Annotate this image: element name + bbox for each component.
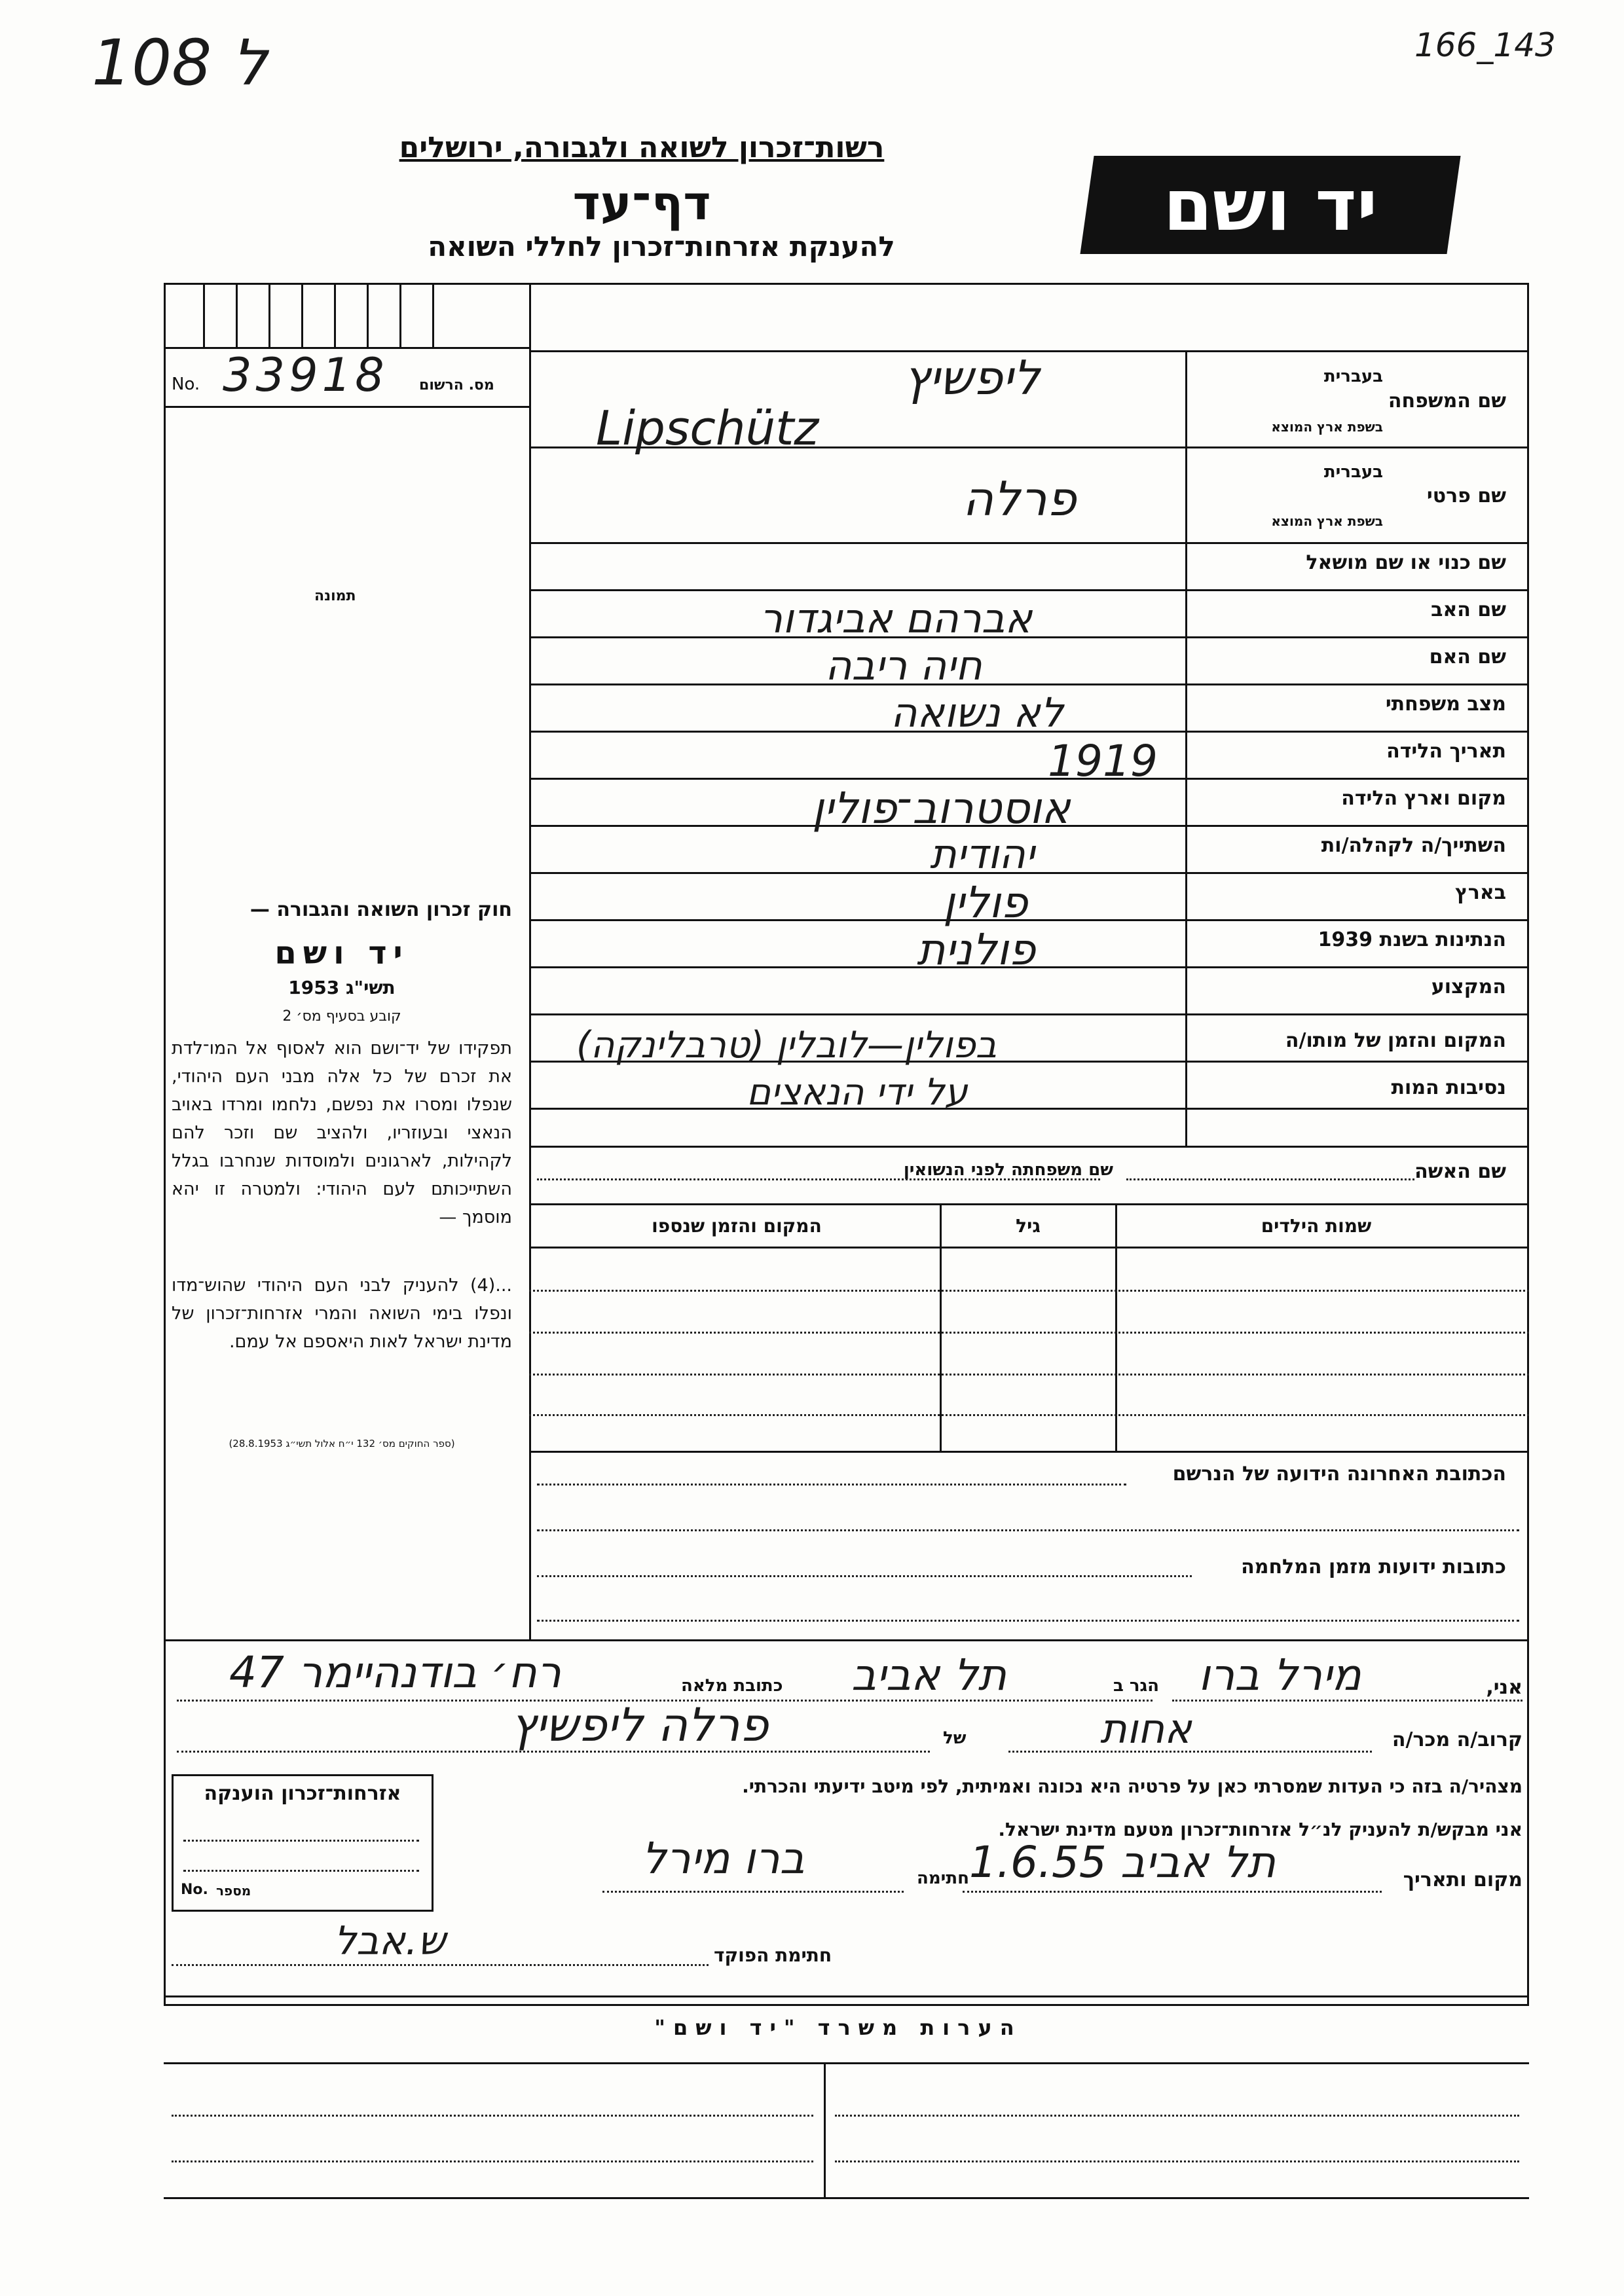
value-community[interactable]: יהודית xyxy=(930,830,1035,878)
label-birth-place: מקום וארץ הלידה xyxy=(1341,787,1506,810)
tick-3 xyxy=(268,283,270,347)
value-mother[interactable]: חיה ריבה xyxy=(825,642,982,689)
law-body: תפקידו של יד־ושם הוא לאסוף אל המו־לדת את זכרם של כל אלה מבני העם היהודי, שנפלו ומסרו את נפשם, נלחמו ומרדו באויב הנאצי ובעוזריו, ולהציב שם וזכר להם לקהילות, לארגונים ולמוסדות שנחרבו בגלל השתייכותם לעם היהודי: ולמטרה זו יהא מוסמך — xyxy=(172,1038,512,1228)
law-clause: ...(4) להעניק לבני העם היהודי שהוש־מדו ונפלו בימי השואה והמרי אזרחות־זכרון של מדינת ישראל לאות היאספם אל עמם. xyxy=(172,1275,512,1352)
authority-line: רשות־זכרון לשואה ולגבורה, ירושלים xyxy=(399,131,885,164)
row-line-country xyxy=(529,919,1529,921)
form-subtitle: להענקת אזרחות־זכרון לחללי השואה xyxy=(428,230,895,263)
law-title: חוק זכרון השואה והגבורה — xyxy=(249,898,512,921)
notes-line-right-1[interactable] xyxy=(835,2115,1519,2117)
children-header-age: גיל xyxy=(1016,1215,1041,1237)
children-header-place: המקום והזמן שנספו xyxy=(652,1215,822,1237)
label-last-address: הכתובת האחרונה הידועה של הנרשם xyxy=(1172,1463,1506,1485)
label-death-cause: נסיבות המות xyxy=(1391,1076,1506,1099)
label-spouse-maiden: שם משפחתה לפני הנשואין xyxy=(903,1160,1113,1180)
reference-number: 166_143 xyxy=(1414,26,1556,64)
label-citizenship: הנתינות בשנת 1939 xyxy=(1318,928,1506,951)
row-line-nickname xyxy=(529,589,1529,591)
notes-line-left-2[interactable] xyxy=(172,2160,813,2162)
label-officer: חתימת הפוקד xyxy=(714,1944,832,1966)
children-table-top xyxy=(529,1203,1529,1205)
spouse-line[interactable] xyxy=(1126,1178,1414,1180)
table-row[interactable] xyxy=(529,1332,1529,1334)
registration-bottom-line xyxy=(164,406,530,408)
registration-label: מס. הרשום xyxy=(419,377,494,393)
granted-title: אזרחות־זכרון הוענקה xyxy=(204,1782,401,1805)
officer-signature[interactable]: ש.אבל xyxy=(334,1918,446,1964)
label-family-name: שם המשפחה xyxy=(1388,390,1506,412)
file-mark: 108 ל xyxy=(92,26,268,100)
registration-number: 33918 xyxy=(223,348,388,402)
granted-line-1 xyxy=(183,1840,419,1842)
granted-no-label: No. xyxy=(181,1882,208,1898)
request-text: אני מבקש/ת להעניק לנ״ל אזרחות־זכרון מטעם מדינת ישראל. xyxy=(998,1819,1522,1840)
declaration-text: מצהיר/ה בזה כי העדות שמסרתי כאן על פרטיה היא נכונה ואמיתית, לפי מיטב ידיעתי והכרתי. xyxy=(742,1776,1522,1797)
war-address-line-1[interactable] xyxy=(537,1575,1192,1577)
label-spouse: שם האשה xyxy=(1414,1160,1506,1183)
tick-2 xyxy=(236,283,238,347)
notes-header-line xyxy=(164,2062,1529,2064)
value-marital[interactable]: לא נשואה xyxy=(891,689,1063,737)
label-family-hebrew: בעברית xyxy=(1323,367,1383,386)
label-relative: קרוב/ה מכר/ה xyxy=(1392,1728,1522,1751)
witness-address[interactable]: רח׳ בודנהיימר 47 xyxy=(229,1647,562,1698)
photo-label: תמונה xyxy=(314,588,356,604)
children-table-bottom xyxy=(529,1451,1529,1453)
value-first-name[interactable]: פרלה xyxy=(963,471,1077,526)
notes-center-divider xyxy=(824,2062,826,2198)
witness-relation-line xyxy=(1008,1751,1372,1753)
table-row[interactable] xyxy=(529,1374,1529,1376)
label-community: השתייך/ה לקהלה/ות xyxy=(1321,834,1506,857)
label-family-local: בשפת ארץ המוצא xyxy=(1271,419,1383,435)
label-signature: חתימה xyxy=(917,1868,969,1888)
row-line-family xyxy=(1185,446,1529,448)
witness-of-name[interactable]: פרלה ליפשיץ xyxy=(511,1698,769,1752)
label-i: אני, xyxy=(1486,1676,1522,1699)
notes-top-line xyxy=(164,1995,1529,1997)
notes-line-right-2[interactable] xyxy=(835,2160,1519,2162)
witness-city[interactable]: תל אביב xyxy=(851,1650,1007,1700)
value-family-local[interactable]: Lipschütz xyxy=(596,401,819,456)
value-family-hebrew[interactable]: ליפשיץ xyxy=(904,350,1040,405)
logo-text: יד ושם xyxy=(1163,165,1378,247)
label-lives: הגר ב xyxy=(1113,1676,1160,1696)
label-death-place: המקום והזמן של מותו/ה xyxy=(1285,1029,1506,1052)
label-nickname: שם כנוי או שם מושאל xyxy=(1306,551,1506,574)
row-line-birth-date xyxy=(529,778,1529,780)
label-first-hebrew: בעברית xyxy=(1323,462,1383,482)
law-source: (ספר החוקים מס׳ 132 י״ח אלול תשי״ג 28.8.1953) xyxy=(229,1438,455,1449)
tick-1 xyxy=(203,283,205,347)
witness-signature[interactable]: ברו מירל xyxy=(642,1833,805,1884)
witness-name[interactable]: מירל ברו xyxy=(1198,1650,1361,1700)
witness-relation[interactable]: אחות xyxy=(1100,1705,1192,1753)
granted-line-2 xyxy=(183,1870,419,1872)
label-marital: מצב משפחתי xyxy=(1385,693,1506,716)
witness-place-date-line xyxy=(963,1891,1382,1893)
label-country: בארץ xyxy=(1454,881,1506,904)
value-citizenship[interactable]: פולנית xyxy=(917,924,1036,975)
tick-8 xyxy=(432,283,434,347)
row-line-first-name xyxy=(529,542,1529,544)
law-name: יד ושם xyxy=(274,935,409,972)
form-bottom-line xyxy=(164,2197,1529,2199)
spouse-maiden-line[interactable] xyxy=(537,1178,1100,1180)
label-of: של xyxy=(943,1728,967,1748)
tick-5 xyxy=(334,283,336,347)
label-first-name: שם פרטי xyxy=(1426,484,1506,507)
table-row[interactable] xyxy=(529,1414,1529,1416)
registration-no-label: No. xyxy=(172,374,200,394)
row-line-profession xyxy=(529,1013,1529,1015)
children-table-header-line xyxy=(529,1247,1529,1248)
witness-place-date[interactable]: תל אביב 1.6.55 xyxy=(969,1837,1276,1887)
label-father: שם האב xyxy=(1431,598,1506,621)
tick-4 xyxy=(301,283,303,347)
value-country[interactable]: פולין xyxy=(943,877,1028,928)
row-line-death-cause xyxy=(529,1108,1529,1110)
witness-signature-line xyxy=(602,1891,904,1893)
witness-of-line xyxy=(177,1751,930,1753)
value-death-cause[interactable]: על ידי הנאצים xyxy=(747,1071,968,1114)
label-column-divider xyxy=(1185,350,1187,1146)
notes-line-left-1[interactable] xyxy=(172,2115,813,2117)
label-first-local: בשפת ארץ המוצא xyxy=(1271,513,1383,529)
table-row[interactable] xyxy=(529,1290,1529,1292)
label-war-address: כתובות ידועות מזמן המלחמה xyxy=(1241,1556,1506,1578)
officer-signature-line xyxy=(172,1964,709,1966)
granted-number-label: מספר xyxy=(216,1883,251,1899)
children-header-names: שמות הילדים xyxy=(1261,1215,1372,1237)
row-line-end xyxy=(529,1146,1529,1148)
witness-section-line xyxy=(164,1639,1529,1641)
notes-title: הערות משרד "יד ושם" xyxy=(654,2015,1022,2040)
value-birth-date[interactable]: 1919 xyxy=(1048,736,1158,786)
label-birth-date: תאריך הלידה xyxy=(1386,740,1506,763)
label-profession: המקצוע xyxy=(1431,975,1506,998)
law-year: תשי"ג 1953 xyxy=(288,977,396,998)
label-address: כתובת מלאה xyxy=(681,1676,783,1696)
label-place-date: מקום ותאריך xyxy=(1403,1868,1522,1891)
form-title: דף־עד xyxy=(572,175,711,230)
last-address-line-2[interactable] xyxy=(537,1529,1519,1531)
left-column-divider xyxy=(529,283,531,1639)
tick-6 xyxy=(367,283,369,347)
law-section: קובע בסעיף מס׳ 2 xyxy=(282,1008,401,1025)
row-line-mother xyxy=(529,683,1529,685)
war-address-line-2[interactable] xyxy=(537,1620,1519,1622)
value-birth-place[interactable]: אוסטרוב־פולין xyxy=(812,783,1071,833)
value-father[interactable]: אברהם אביגדור xyxy=(760,594,1033,642)
value-death-place[interactable]: בפולין—לובלין (טרבלינקה) xyxy=(576,1024,997,1066)
last-address-line-1[interactable] xyxy=(537,1484,1126,1485)
label-mother: שם האם xyxy=(1429,646,1506,668)
tick-7 xyxy=(399,283,401,347)
